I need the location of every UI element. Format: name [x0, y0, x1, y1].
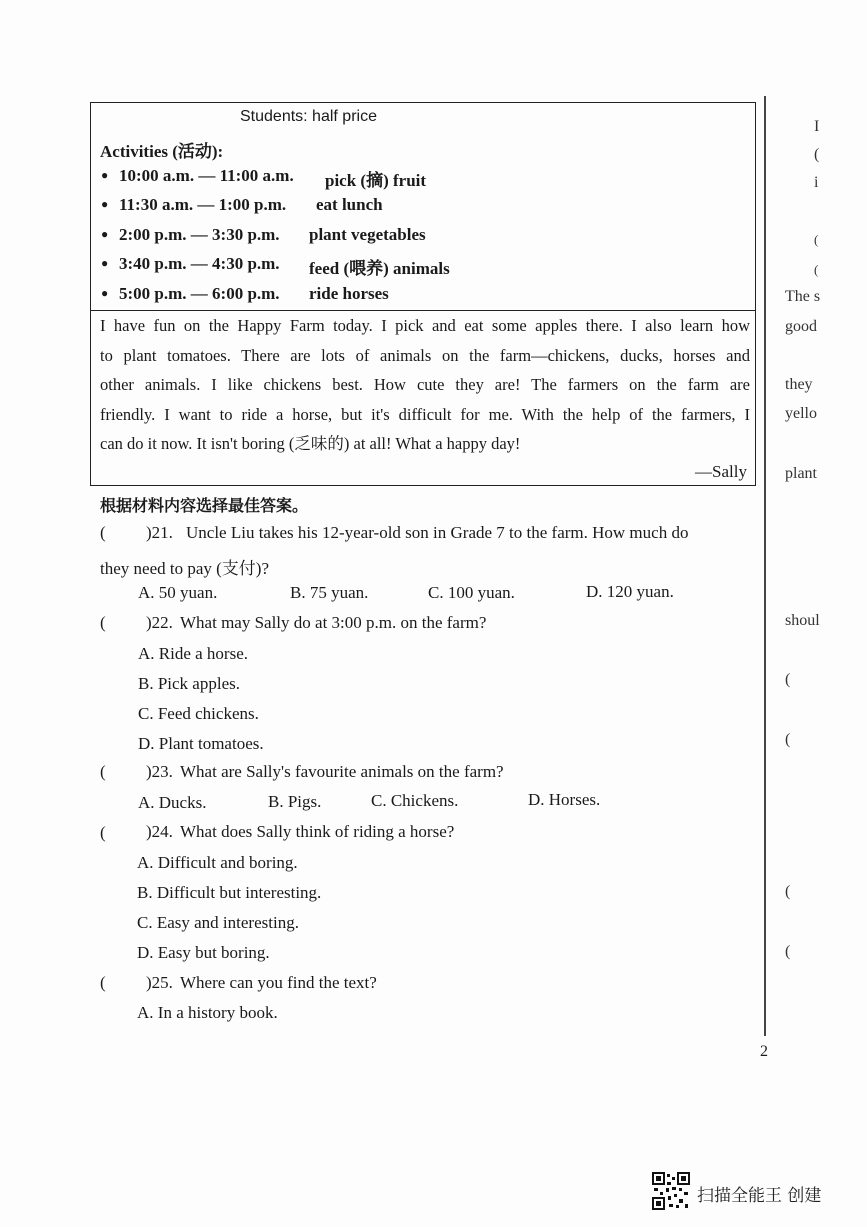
question-number: )25.: [146, 973, 173, 992]
option: C. 100 yuan.: [428, 583, 515, 602]
activity-time: 10:00 a.m. — 11:00 a.m.: [119, 166, 294, 185]
option: C. Chickens.: [371, 791, 459, 810]
edge-fragment: (: [814, 146, 820, 163]
option: B. Pick apples.: [138, 674, 240, 693]
edge-fragment: good: [785, 318, 817, 335]
question-number: )22.: [146, 613, 173, 632]
option: A. In a history book.: [137, 1003, 278, 1022]
option: C. Feed chickens.: [138, 704, 259, 723]
answer-blank[interactable]: (: [100, 973, 106, 992]
bullet-icon: ●: [101, 197, 109, 211]
bullet-icon: ●: [101, 227, 109, 241]
edge-fragment: yello: [785, 405, 817, 422]
question-text: What may Sally do at 3:00 p.m. on the farm?: [180, 613, 487, 632]
story-line: can do it now. It isn't boring (乏味的) at all! What a happy day!: [100, 434, 521, 453]
instruction-heading: 根据材料内容选择最佳答案。: [100, 496, 309, 515]
edge-fragment: plant: [785, 465, 817, 482]
edge-fragment: i: [814, 174, 819, 191]
edge-fragment: (: [814, 232, 819, 247]
activity-time: 2:00 p.m. — 3:30 p.m.: [119, 225, 280, 244]
option: A. 50 yuan.: [138, 583, 218, 602]
question-text: Where can you find the text?: [180, 973, 377, 992]
story-line: other animals. I like chickens best. How cute they are! The farmers on the farm are: [100, 375, 750, 394]
activity-text: ride horses: [309, 284, 389, 303]
question-text: What does Sally think of riding a horse?: [180, 822, 455, 841]
activity-time: 11:30 a.m. — 1:00 p.m.: [119, 195, 287, 214]
story-text: [100, 311, 750, 459]
edge-fragment: (: [814, 262, 819, 277]
bullet-icon: ●: [101, 286, 109, 300]
page-fold-line: [764, 96, 766, 1036]
bullet-icon: ●: [101, 256, 109, 270]
activity-text: pick (摘) fruit: [325, 171, 427, 190]
option: A. Ducks.: [138, 793, 207, 812]
price-line: Students: half price: [240, 108, 377, 125]
option: C. Easy and interesting.: [137, 913, 299, 932]
activity-time: 3:40 p.m. — 4:30 p.m.: [119, 254, 280, 273]
edge-fragment: (: [785, 943, 791, 960]
activity-text: plant vegetables: [309, 225, 426, 244]
story-signature: —Sally: [695, 462, 747, 481]
option: D. Easy but boring.: [137, 943, 270, 962]
edge-fragment: shoul: [785, 612, 820, 629]
question-number: )23.: [146, 762, 173, 781]
activity-text: feed (喂养) animals: [309, 259, 450, 278]
answer-blank[interactable]: (: [100, 613, 106, 632]
activities-label: Activities (活动):: [100, 142, 224, 161]
edge-fragment: they: [785, 376, 813, 393]
page-number: 2: [760, 1043, 768, 1060]
story-line: friendly. I want to ride a horse, but it's difficult for me. With the help of the farmers, I: [100, 404, 750, 424]
answer-blank[interactable]: (: [100, 523, 106, 542]
activity-time: 5:00 p.m. — 6:00 p.m.: [119, 284, 280, 303]
option: D. Plant tomatoes.: [138, 734, 264, 753]
question-text: Uncle Liu takes his 12-year-old son in Grade 7 to the farm. How much do: [186, 523, 689, 542]
option: A. Ride a horse.: [138, 644, 249, 663]
edge-fragment: I: [814, 118, 820, 135]
question-number: )24.: [146, 822, 173, 841]
edge-fragment: The s: [785, 288, 821, 305]
edge-fragment: (: [785, 731, 791, 748]
question-text: What are Sally's favourite animals on the farm?: [180, 762, 504, 781]
question-number: )21.: [146, 523, 173, 542]
bullet-icon: ●: [101, 168, 109, 182]
qr-code-icon: [652, 1172, 690, 1210]
option: B. 75 yuan.: [290, 583, 369, 602]
option: A. Difficult and boring.: [137, 853, 298, 872]
option: D. 120 yuan.: [586, 582, 674, 601]
answer-blank[interactable]: (: [100, 823, 106, 842]
story-line: I have fun on the Happy Farm today. I pick and eat some apples there. I also learn how: [100, 316, 750, 335]
edge-fragment: (: [785, 883, 791, 900]
option: D. Horses.: [528, 790, 601, 809]
question-text-cont: they need to pay (支付)?: [100, 559, 269, 578]
edge-fragment: (: [785, 671, 791, 688]
scanner-watermark: 扫描全能王 创建: [697, 1186, 822, 1206]
answer-blank[interactable]: (: [100, 762, 106, 781]
activity-text: eat lunch: [316, 195, 383, 214]
option: B. Pigs.: [268, 792, 322, 811]
story-line: to plant tomatoes. There are lots of animals on the farm—chickens, ducks, horses and: [100, 345, 750, 365]
option: B. Difficult but interesting.: [137, 883, 322, 902]
